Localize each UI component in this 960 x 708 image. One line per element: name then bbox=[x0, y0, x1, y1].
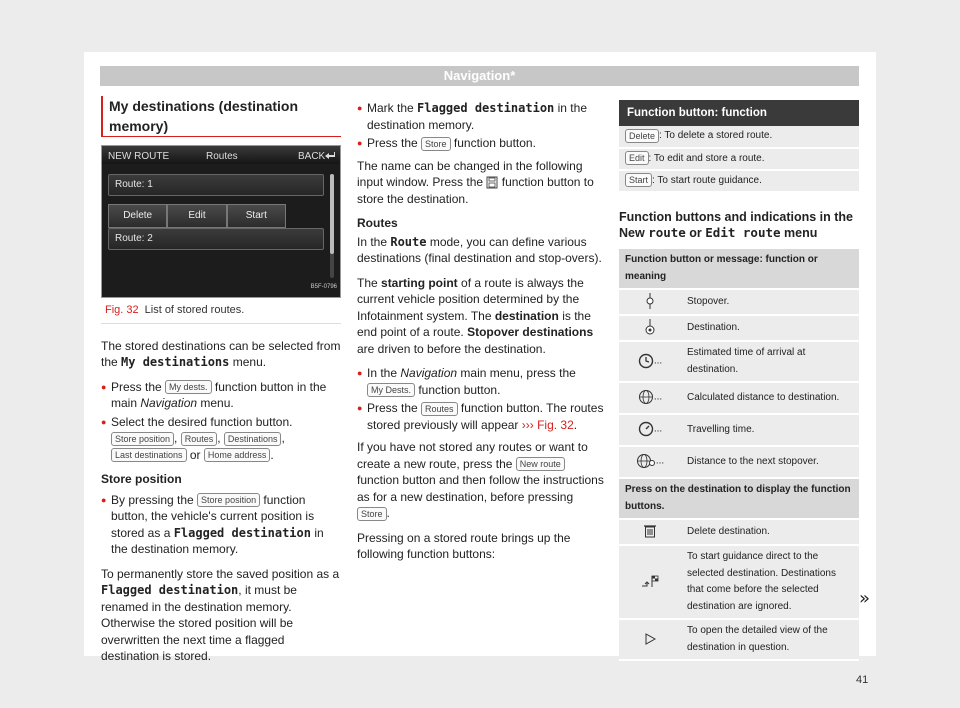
table-row: ... Travelling time. bbox=[619, 414, 859, 446]
figure-reference-link[interactable]: ››› Fig. 32 bbox=[521, 417, 574, 432]
column-middle bbox=[357, 100, 605, 571]
routes-screenshot bbox=[101, 145, 341, 298]
column-right bbox=[619, 100, 859, 661]
table2-title: Function buttons and indications in the New route or Edit route menu bbox=[619, 210, 854, 240]
stopwatch-icon bbox=[638, 421, 654, 437]
page-number: 41 bbox=[856, 674, 869, 686]
screen-edit-button: Edit bbox=[167, 204, 226, 228]
routes-label: Routes bbox=[206, 151, 238, 162]
new-route-label: NEW ROUTE bbox=[108, 151, 170, 162]
routes-heading: Routes bbox=[357, 216, 398, 230]
step-press-my-dests: ● Press the My dests. function button in the main Navigation menu. bbox=[101, 379, 341, 412]
intro-paragraph: The stored destinations can be selected from the My destinations menu. bbox=[101, 338, 341, 369]
start-button-ref: Start bbox=[625, 173, 652, 187]
step-select-button: ● Select the desired function button. Store position , Routes , Destinations , Last destinations or Home address . bbox=[101, 414, 341, 464]
permanent-store-paragraph: To permanently store the saved position as a Flagged destination, it must be renamed in the destination memory. Otherwise the stored position will be overwritten the next time a flagged destination is stored. bbox=[101, 566, 340, 663]
page-title: My destinations (destination memory) bbox=[101, 96, 341, 137]
table2-header: Function button or message: function or meaning bbox=[619, 249, 859, 289]
table-row: To open the detailed view of the destination in question. bbox=[619, 619, 859, 660]
step-mark-flagged: ● Mark the Flagged destination in the destination memory. bbox=[357, 100, 605, 133]
route-2-row: Route: 2 bbox=[108, 228, 324, 250]
figure-caption bbox=[101, 302, 341, 324]
table-row: Start : To start route guidance. bbox=[619, 170, 859, 192]
route-1-row: Route: 1 bbox=[108, 174, 324, 196]
new-route-paragraph: If you have not stored any routes or want to create a new route, press the New route function button and then follow the instructions as for a new destination, before pressing Store . bbox=[357, 440, 604, 520]
table-row: ... Estimated time of arrival at destination. bbox=[619, 341, 859, 382]
table1-header: Function button: function bbox=[619, 100, 859, 126]
store-position-button-ref: Store position bbox=[111, 432, 174, 446]
home-address-button-ref: Home address bbox=[204, 448, 271, 462]
trash-icon bbox=[643, 524, 657, 538]
screen-delete-button: Delete bbox=[108, 204, 167, 228]
table-row: Edit : To edit and store a route. bbox=[619, 148, 859, 170]
table-row: Delete destination. bbox=[619, 519, 859, 545]
destinations-button-ref: Destinations bbox=[224, 432, 282, 446]
section-header: Navigation* bbox=[100, 66, 859, 86]
figure-text: List of stored routes. bbox=[144, 304, 245, 316]
starting-point-paragraph: The starting point of a route is always the current vehicle position determined by the Infotainment system. The destination is the end point of a route. Stopover destinations are driven to before the destination. bbox=[357, 275, 594, 356]
function-button-table bbox=[619, 100, 859, 193]
step-press-routes: ● Press the Routes function button. The routes stored previously will appear ››› Fig. 32. bbox=[357, 400, 605, 433]
delete-button-ref: Delete bbox=[625, 129, 659, 143]
table-row: Stopover. bbox=[619, 289, 859, 315]
stored-route-paragraph: Pressing on a stored route brings up the following function buttons: bbox=[357, 530, 571, 561]
step-navigation-my-dests: ● In the Navigation main menu, press the My Dests. function button. bbox=[357, 365, 605, 398]
routes-button-ref-2: Routes bbox=[421, 402, 458, 416]
save-icon bbox=[486, 176, 498, 189]
continue-arrow-icon: » bbox=[859, 588, 871, 609]
play-icon bbox=[644, 633, 656, 645]
new-route-button-ref: New route bbox=[516, 457, 565, 471]
figure-number: Fig. 32 bbox=[105, 304, 139, 316]
route-button-row bbox=[108, 204, 286, 228]
edit-button-ref: Edit bbox=[625, 151, 649, 165]
image-code: B5F-0796 bbox=[310, 283, 337, 290]
table-row: Destination. bbox=[619, 315, 859, 341]
table-row: ... Calculated distance to destination. bbox=[619, 382, 859, 414]
table2-subheader: Press on the destination to display the function buttons. bbox=[619, 478, 859, 519]
step-store-position: ● By pressing the Store position function button, the vehicle's current position is stored as a Flagged destination in the destination memory. bbox=[101, 492, 341, 558]
routes-button-ref: Routes bbox=[181, 432, 218, 446]
start-guidance-icon bbox=[641, 574, 659, 588]
table-row: To start guidance direct to the selected destination. Destinations that come before the selected destination are ignored. bbox=[619, 545, 859, 619]
column-left bbox=[101, 96, 341, 673]
back-arrow-icon bbox=[324, 150, 336, 160]
my-dests-button-ref-2: My Dests. bbox=[367, 383, 415, 397]
step-press-store: ● Press the Store function button. bbox=[357, 135, 605, 152]
clock-icon bbox=[638, 353, 654, 369]
globe-icon bbox=[638, 389, 654, 405]
back-label: BACK bbox=[298, 151, 326, 162]
last-destinations-button-ref: Last destinations bbox=[111, 448, 187, 462]
rename-paragraph: The name can be changed in the following input window. Press the function button to store the destination. bbox=[357, 158, 594, 206]
globe-flag-icon bbox=[636, 453, 656, 469]
screen-scrollbar bbox=[330, 174, 334, 278]
table-row: ... Distance to the next stopover. bbox=[619, 446, 859, 478]
my-dests-button-ref: My dests. bbox=[165, 380, 212, 394]
screen-start-button: Start bbox=[227, 204, 286, 228]
store-button-ref: Store bbox=[421, 137, 451, 151]
stopover-icon bbox=[645, 293, 655, 309]
screen-top-bar bbox=[102, 146, 340, 164]
indications-table bbox=[619, 249, 859, 661]
route-mode-paragraph: In the Route mode, you can define various destinations (final destination and stop-overs). bbox=[357, 234, 602, 265]
table-row: Delete : To delete a stored route. bbox=[619, 126, 859, 148]
store-position-button-ref-2: Store position bbox=[197, 493, 260, 507]
destination-icon bbox=[644, 319, 656, 335]
store-button-ref-2: Store bbox=[357, 507, 387, 521]
store-position-heading: Store position bbox=[101, 472, 182, 486]
